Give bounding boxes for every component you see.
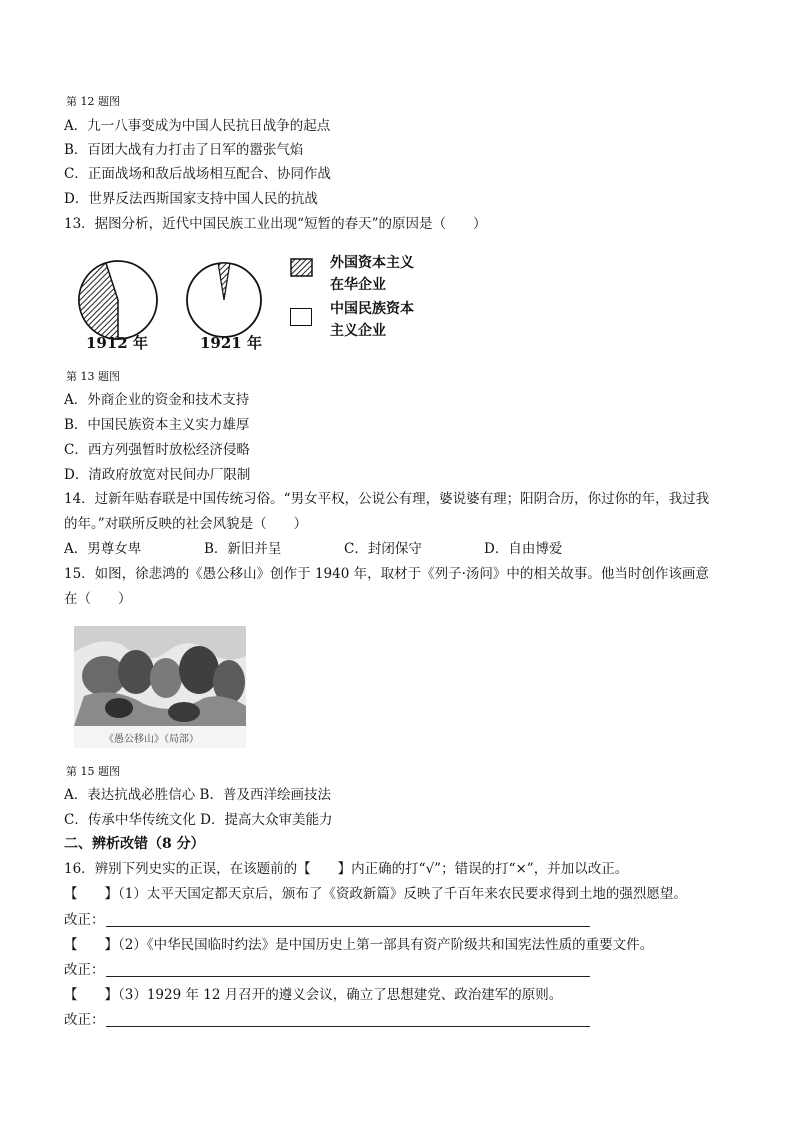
q14-option-d: D．自由博爱: [484, 541, 563, 557]
legend-label-domestic: 中国民族资本主义企业: [330, 301, 414, 339]
legend-hatched-swatch: [290, 258, 314, 278]
q14-option-a: A．男尊女卑: [64, 541, 142, 557]
q15-options-line1: A．表达抗战必胜信心 B．普及西洋绘画技法: [64, 787, 331, 803]
painting-caption: 《愚公移山》（局部）: [104, 734, 199, 745]
q12-option-c: C．正面战场和敌后战场相互配合、协同作战: [64, 166, 331, 182]
q12-option-b: B．百团大战有力打击了日军的嚣张气焰: [64, 142, 304, 158]
q12-option-a: A．九一八事变成为中国人民抗日战争的起点: [64, 118, 331, 134]
q16-item-2-answer-line[interactable]: [106, 976, 590, 977]
q16-item-3-fix-label: 改正：: [64, 1012, 105, 1028]
q12-caption: 第 12 题图: [66, 95, 120, 108]
q13-option-a: A．外商企业的资金和技术支持: [64, 392, 250, 408]
q13-option-b: B．中国民族资本主义实力雄厚: [64, 417, 250, 433]
pie-1912-label: 1912 年: [86, 334, 148, 352]
q13-caption: 第 13 题图: [66, 370, 120, 383]
q14-options: [64, 539, 624, 559]
section2-title: 二、辨析改错（8 分）: [64, 836, 205, 852]
q16-item-2: 【 】（2）《中华民国临时约法》是中国历史上第一部具有资产阶级共和国宪法性质的重要文件。: [64, 937, 654, 953]
legend-label-foreign: 外国资本主义在华企业: [330, 255, 414, 293]
painting-yugong-yishan: [74, 626, 246, 748]
q13-option-d: D．清政府放宽对民间办厂限制: [64, 467, 251, 483]
q12-option-d: D．世界反法西斯国家支持中国人民的抗战: [64, 191, 318, 207]
q16-item-3-answer-line[interactable]: [106, 1026, 590, 1027]
pie-1921-label: 1921 年: [200, 334, 262, 352]
q16-item-1-answer-line[interactable]: [106, 926, 590, 927]
q13-stem: 13．据图分析，近代中国民族工业出现“短暂的春天”的原因是（ ）: [64, 216, 487, 232]
q14-stem-line2: 的年。”对联所反映的社会风貌是（ ）: [64, 516, 308, 532]
q15-options-line2: C．传承中华传统文化 D．提高大众审美能力: [64, 812, 333, 828]
q15-stem-line2: 在（ ）: [64, 591, 132, 607]
pie-chart-1921: [184, 260, 264, 340]
pie-chart-1912: [76, 258, 160, 342]
legend-blank-swatch: [290, 308, 312, 326]
q14-stem-line1: 14．过新年贴春联是中国传统习俗。“男女平权，公说公有理，婆说婆有理；阳阴合历，你过你的年，我过我: [64, 491, 710, 507]
q15-stem-line1: 15．如图，徐悲鸿的《愚公移山》创作于 1940 年，取材于《列子·汤问》中的相关故事。他当时创作该画意: [64, 566, 709, 582]
q15-caption: 第 15 题图: [66, 765, 120, 778]
q16-item-3: 【 】（3）1929 年 12 月召开的遵义会议，确立了思想建党、政治建军的原则。: [64, 987, 563, 1003]
q16-stem: 16．辨别下列史实的正误，在该题前的【 】内正确的打“√”；错误的打“×”，并加以改正。: [64, 861, 629, 877]
q14-option-c: C．封闭保守: [344, 541, 422, 557]
q16-item-2-fix-label: 改正：: [64, 962, 105, 978]
q16-item-1-fix-label: 改正：: [64, 912, 105, 928]
q16-item-1: 【 】（1）太平天国定都天京后，颁布了《资政新篇》反映了千百年来农民要求得到土地的强烈愿望。: [64, 886, 687, 902]
q14-option-b: B．新旧并呈: [204, 541, 282, 557]
q13-option-c: C．西方列强暂时放松经济侵略: [64, 442, 250, 458]
